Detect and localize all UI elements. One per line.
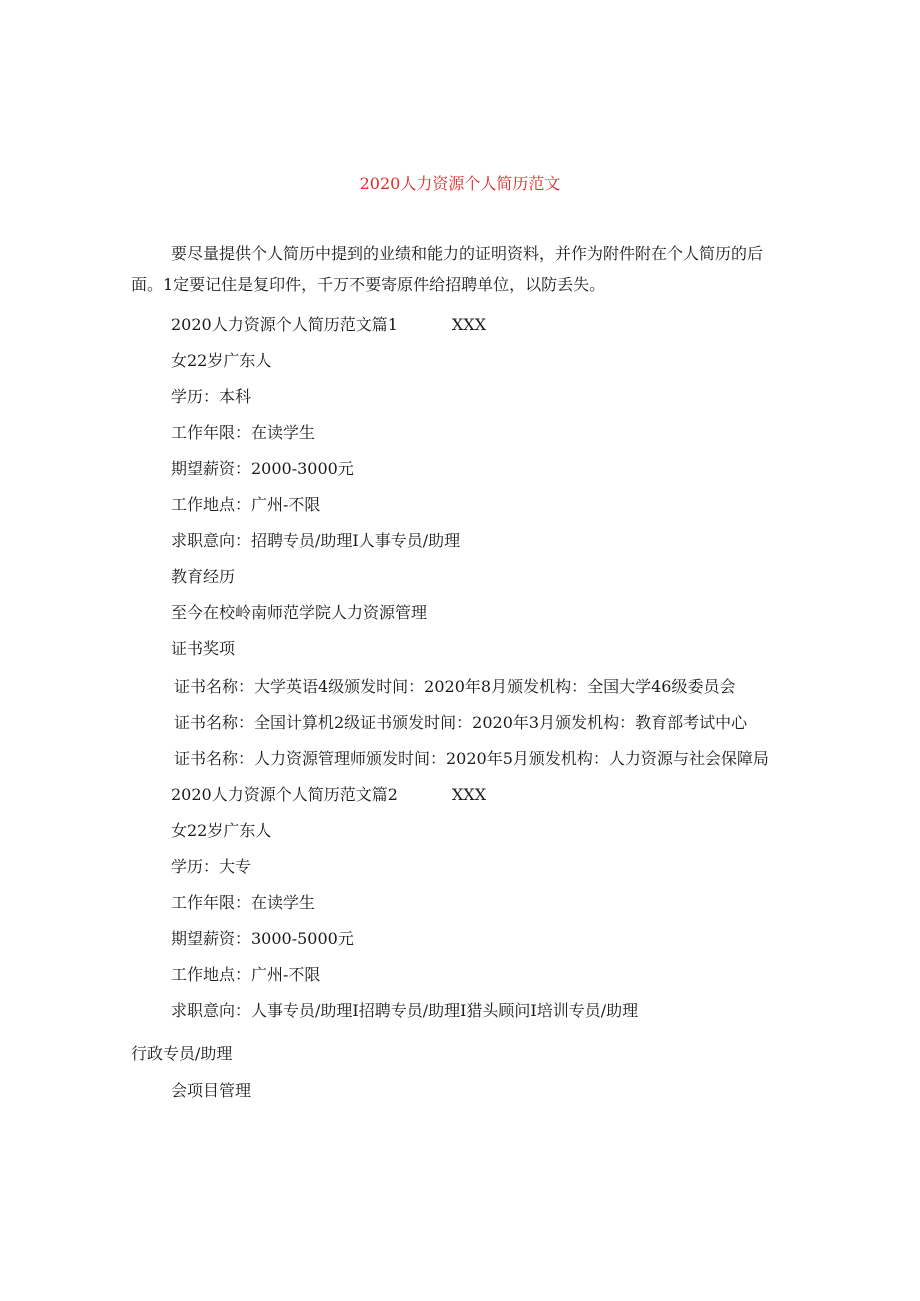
resume2-intent-continued: 行政专员/助理 bbox=[131, 1044, 233, 1063]
resume1-edu-item: 至今在校岭南师范学院人力资源管理 bbox=[171, 603, 428, 622]
resume2-salary: 期望薪资：3000-5000元 bbox=[171, 929, 354, 948]
resume1-location: 工作地点：广州-不限 bbox=[171, 495, 321, 514]
resume1-education: 学历：本科 bbox=[171, 387, 252, 406]
resume1-salary: 期望薪资：2000-3000元 bbox=[171, 459, 354, 478]
resume1-intent: 求职意向：招聘专员/助理I人事专员/助理 bbox=[171, 531, 461, 550]
resume1-heading-text: 2020人力资源个人简历范文篇1 bbox=[171, 315, 398, 334]
resume2-basic: 女22岁广东人 bbox=[171, 821, 272, 840]
resume1-name: XXX bbox=[451, 315, 487, 334]
resume1-cert-item: 证书名称：大学英语4级颁发时间：2020年8月颁发机构：全国大学46级委员会 bbox=[174, 677, 736, 696]
resume1-cert-heading: 证书奖项 bbox=[171, 639, 236, 658]
resume1-heading bbox=[171, 313, 486, 337]
resume2-name: XXX bbox=[451, 785, 487, 804]
resume2-skill: 会项目管理 bbox=[171, 1081, 252, 1100]
resume2-education: 学历：大专 bbox=[171, 857, 252, 876]
resume1-basic: 女22岁广东人 bbox=[171, 351, 272, 370]
resume2-intent: 求职意向：人事专员/助理I招聘专员/助理I猎头顾问I培训专员/助理 bbox=[171, 1001, 639, 1020]
resume1-years: 工作年限：在读学生 bbox=[171, 423, 316, 442]
resume1-cert-item: 证书名称：全国计算机2级证书颁发时间：2020年3月颁发机构：教育部考试中心 bbox=[174, 713, 748, 732]
resume2-heading-text: 2020人力资源个人简历范文篇2 bbox=[171, 785, 398, 804]
resume1-cert-item: 证书名称：人力资源管理师颁发时间：2020年5月颁发机构：人力资源与社会保障局 bbox=[174, 749, 769, 768]
intro-paragraph: 要尽量提供个人简历中提到的业绩和能力的证明资料，并作为附件附在个人简历的后面。1定要记住是复印件，千万不要寄原件给招聘单位，以防丢失。 bbox=[131, 244, 764, 294]
resume2-heading bbox=[171, 783, 486, 807]
resume2-location: 工作地点：广州-不限 bbox=[171, 965, 321, 984]
resume1-edu-heading: 教育经历 bbox=[171, 567, 236, 586]
document-title: 2020人力资源个人简历范文 bbox=[359, 174, 561, 193]
resume2-years: 工作年限：在读学生 bbox=[171, 893, 316, 912]
